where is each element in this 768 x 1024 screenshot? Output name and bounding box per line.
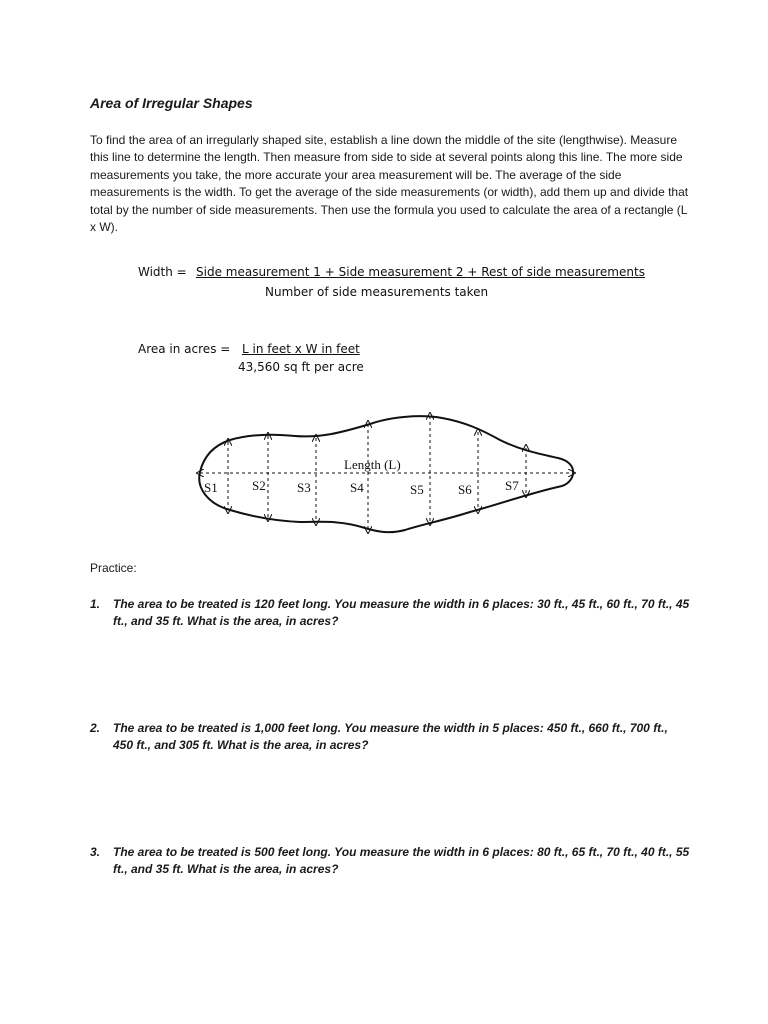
question-text: The area to be treated is 120 feet long. You measure the width in 6 places: 30 ft., 45 ft., 60 ft., 70 ft., 45 ft., and 35 ft. What is the area, in acres?	[113, 597, 690, 628]
side-label-s2: S2	[252, 478, 266, 493]
question-number: 2.	[90, 721, 101, 735]
site-outline	[199, 416, 573, 532]
side-label-s3: S3	[297, 480, 311, 495]
question-text: The area to be treated is 500 feet long. You measure the width in 6 places: 80 ft., 65 ft., 70 ft., 40 ft., 55 ft., and 35 ft. What is the area, in acres?	[113, 845, 690, 876]
page-title: Area of Irregular Shapes	[90, 95, 253, 111]
area-formula-denominator: 43,560 sq ft per acre	[238, 360, 364, 374]
length-label: Length (L)	[344, 457, 401, 472]
side-label-s5: S5	[410, 482, 424, 497]
area-formula-numerator: L in feet x W in feet	[242, 342, 360, 356]
practice-label: Practice:	[90, 561, 137, 575]
intro-paragraph: To find the area of an irregularly shaped site, establish a line down the middle of the site (lengthwise). Measure this line to determine the length. Then measure from side to side at several points along this line. The more side measurements you take, the more accurate your area measurement will be. The average of the side measurements is the width. To get the average of the side measurements (or width), add them up and divide that total by the number of side measurements. Then use the formula you used to calculate the area of a rectangle (L x W).	[90, 133, 689, 235]
width-formula-numerator: Side measurement 1 + Side measurement 2 + Rest of side measurements	[196, 265, 645, 279]
question-number: 3.	[90, 845, 101, 859]
side-label-s6: S6	[458, 482, 472, 497]
width-formula-lhs: Width =	[138, 265, 187, 279]
question-2	[90, 720, 690, 754]
question-3	[90, 844, 690, 878]
question-number: 1.	[90, 597, 101, 611]
area-formula-lhs: Area in acres =	[138, 342, 231, 356]
question-1	[90, 596, 690, 630]
question-text: The area to be treated is 1,000 feet long. You measure the width in 5 places: 450 ft., 660 ft., 700 ft., 450 ft., and 305 ft. What is the area, in acres?	[113, 721, 668, 752]
side-label-s4: S4	[350, 480, 364, 495]
side-label-s7: S7	[505, 478, 519, 493]
irregular-shape-diagram	[190, 400, 580, 550]
side-label-s1: S1	[204, 480, 218, 495]
width-formula-denominator: Number of side measurements taken	[265, 285, 489, 299]
